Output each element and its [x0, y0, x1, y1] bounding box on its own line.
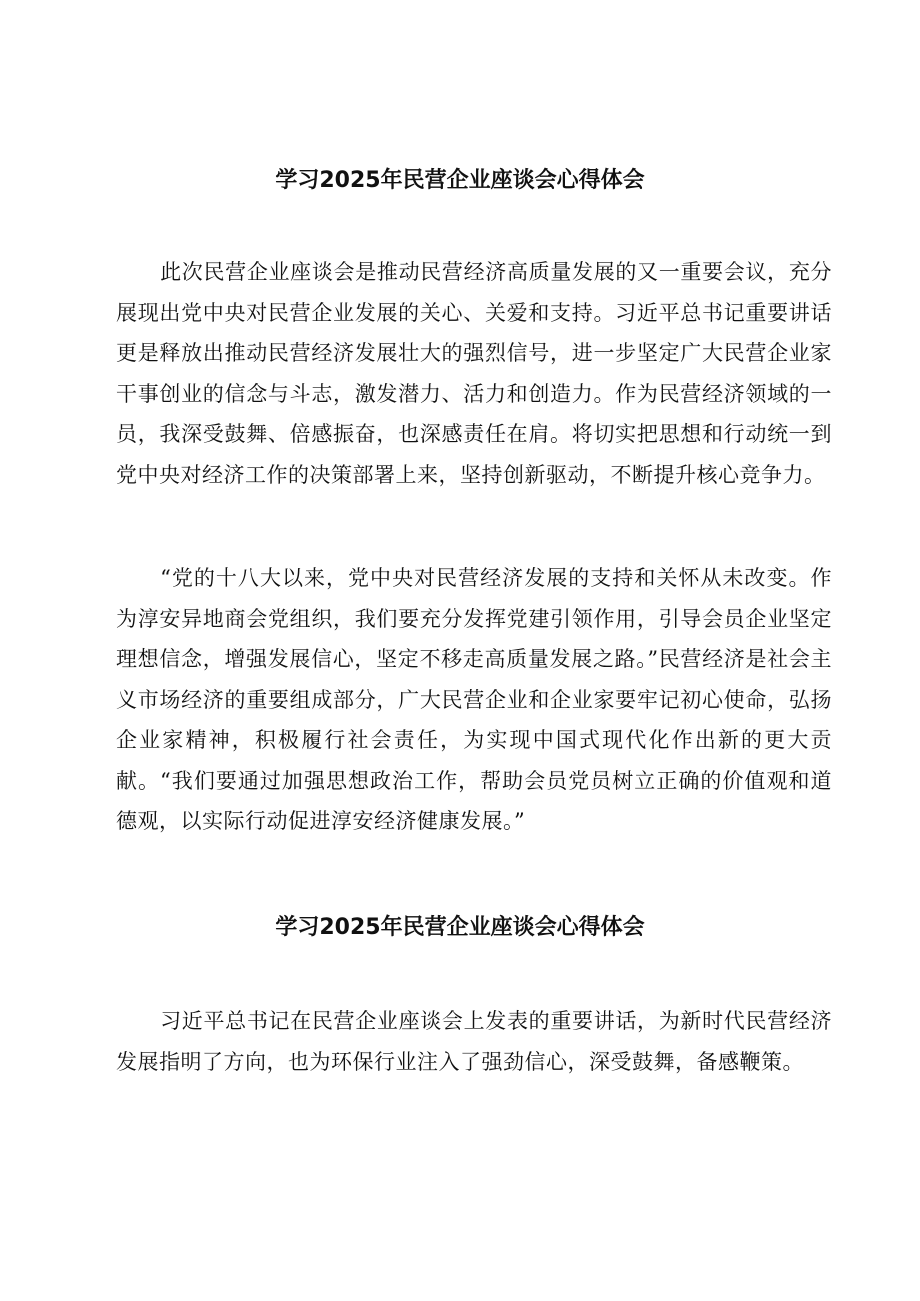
section-2-paragraph-1: 习近平总书记在民营企业座谈会上发表的重要讲话，为新时代民营经济发展指明了方向，也为环保行业注入了强劲信心，深受鼓舞，备感鞭策。 — [116, 1009, 832, 1074]
section-title-1: 学习2025年民营企业座谈会心得体会 — [275, 168, 645, 193]
section-1-paragraph-1: 此次民营企业座谈会是推动民营经济高质量发展的又一重要会议，充分展现出党中央对民营企业发展的关心、关爱和支持。习近平总书记重要讲话更是释放出推动民营经济发展壮大的强烈信号，进一步坚定广大民营企业家干事创业的信念与斗志，激发潜力、活力和创造力。作为民营经济领域的一员，我深受鼓舞、倍感振奋，也深感责任在肩。将切实把思想和行动统一到党中央对经济工作的决策部署上来，坚持创新驱动，不断提升核心竞争力。 — [116, 260, 832, 487]
section-title-2: 学习2025年民营企业座谈会心得体会 — [275, 915, 645, 940]
section-1-paragraph-2: “党的十八大以来，党中央对民营经济发展的支持和关怀从未改变。作为淳安异地商会党组织，我们要充分发挥党建引领作用，引导会员企业坚定理想信念，增强发展信心，坚定不移走高质量发展之路。”民营经济是社会主义市场经济的重要组成部分，广大民营企业和企业家要牢记初心使命，弘扬企业家精神，积极履行社会责任，为实现中国式现代化作出新的更大贡献。“我们要通过加强思想政治工作，帮助会员党员树立正确的价值观和道德观，以实际行动促进淳安经济健康发展。” — [116, 566, 832, 833]
